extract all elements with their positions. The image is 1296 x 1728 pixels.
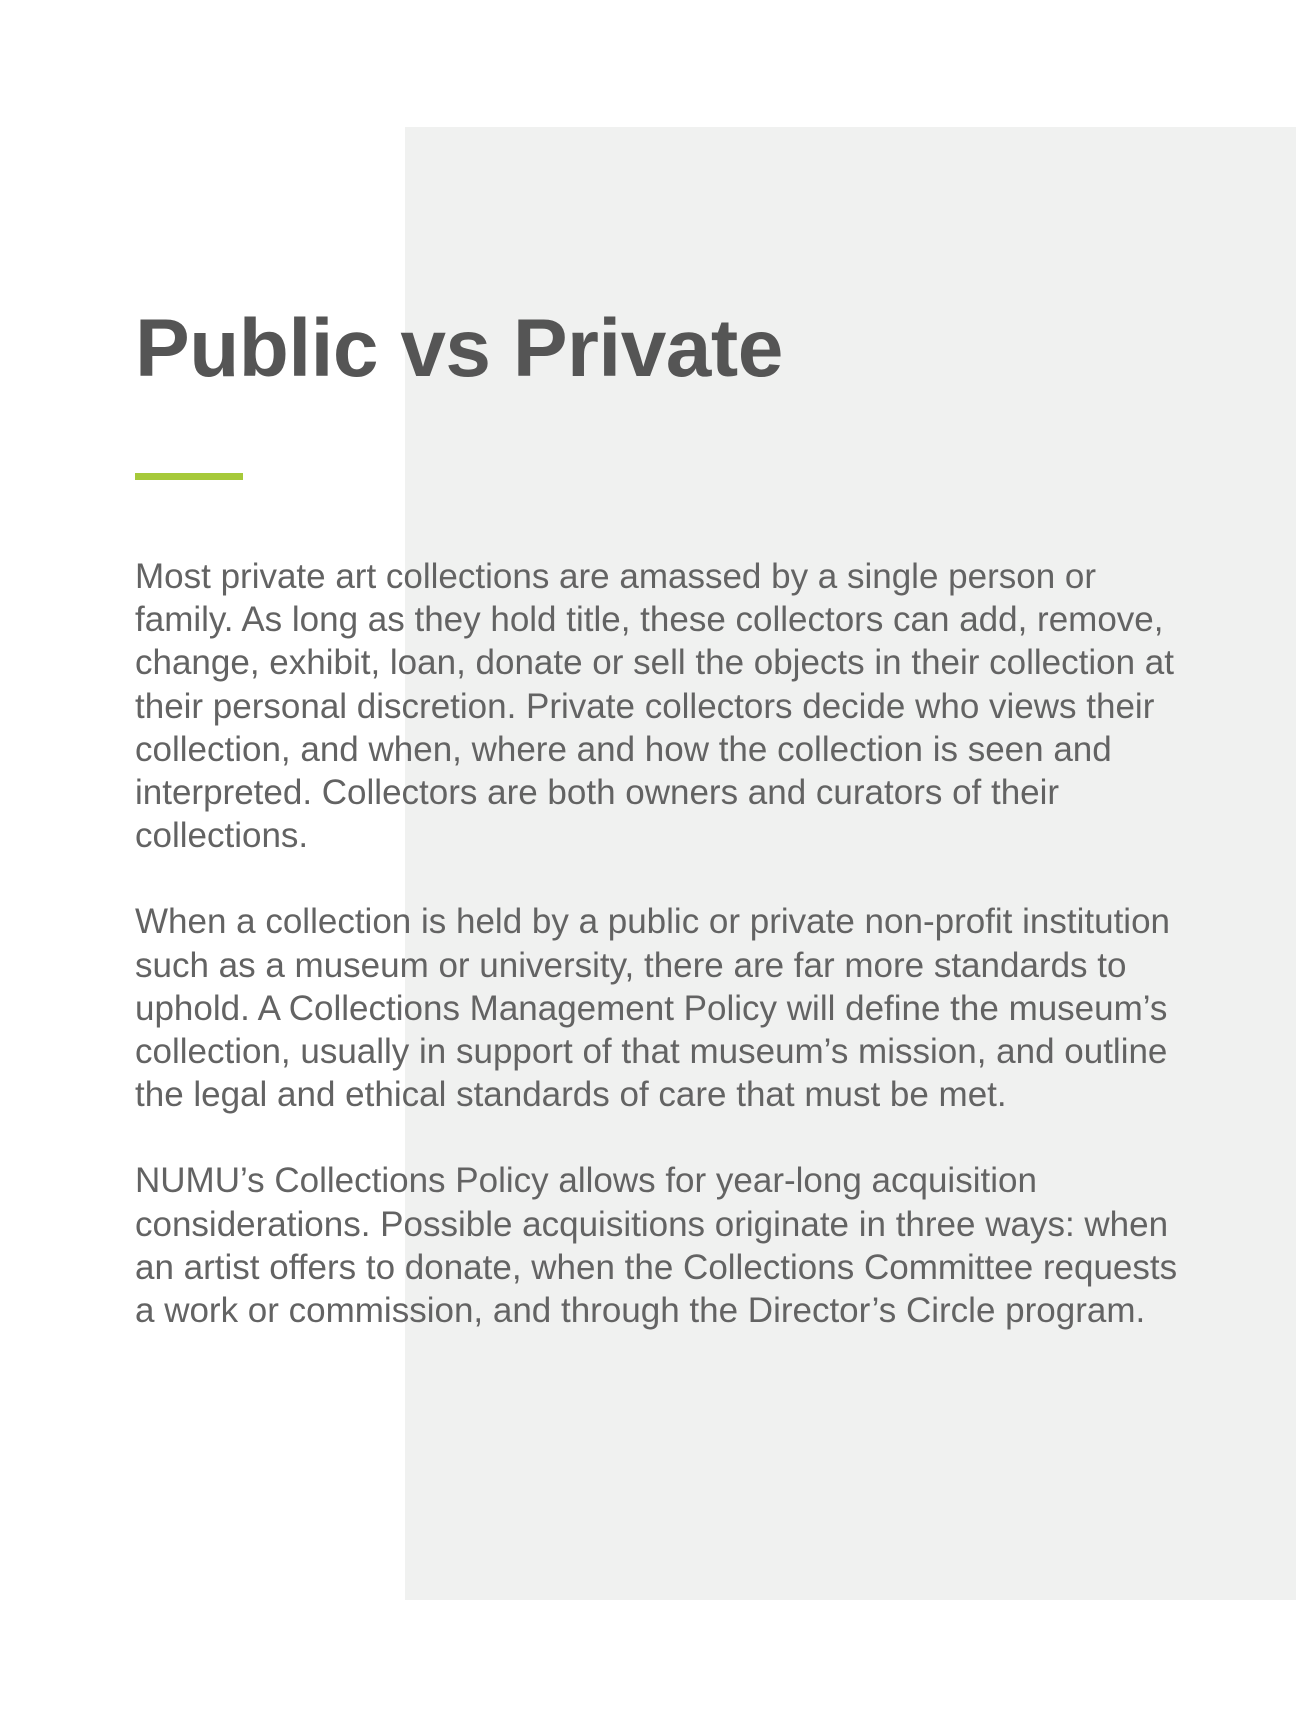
title-accent-rule xyxy=(135,473,243,480)
body-text xyxy=(135,555,1185,1375)
page-title: Public vs Private xyxy=(135,303,783,394)
paragraph-numu-policy: NUMU’s Collections Policy allows for year-long acquisition considerations. Possible acquisitions originate in three ways: when an artist offers to donate, when the Collections Committee requests a work or commission, and through the Director’s Circle program. xyxy=(135,1161,1178,1331)
paragraph-private-collections: Most private art collections are amassed by a single person or family. As long as they hold title, these collectors can add, remove, change, exhibit, loan, donate or sell the objects in their collection at their personal discretion. Private collectors decide who views their collection, and when, where and how the collection is seen and interpreted. Collectors are both owners and curators of their collections. xyxy=(135,557,1174,856)
paragraph-public-collections: When a collection is held by a public or private non-profit institution such as a museum or university, there are far more standards to uphold. A Collections Management Policy will define the museum’s collection, usually in support of that museum’s mission, and outline the legal and ethical standards of care that must be met. xyxy=(135,902,1170,1115)
